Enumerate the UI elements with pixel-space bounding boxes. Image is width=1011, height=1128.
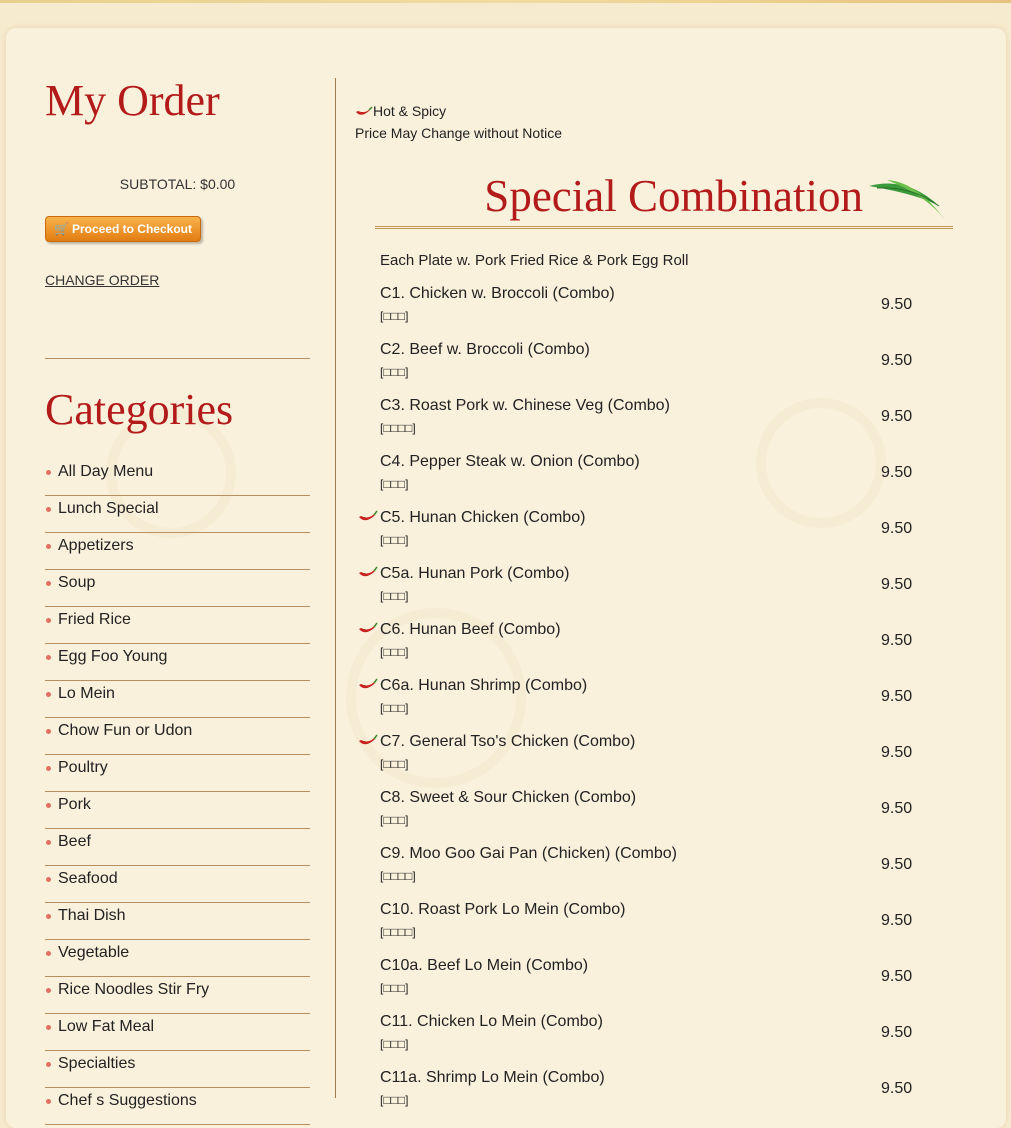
menu-item[interactable] [355,784,955,840]
menu-item-chinese-name: [□□□] [380,1093,409,1107]
bamboo-leaf-icon [867,176,949,222]
category-item[interactable]: Low Fat Meal [45,1014,310,1051]
menu-item-chinese-name: [□□□□] [380,925,416,939]
legend [355,100,955,144]
chili-pepper-icon [358,622,378,636]
menu-item-chinese-name: [□□□] [380,757,409,771]
menu-item[interactable] [355,336,955,392]
menu-item-name[interactable]: C2. Beef w. Broccoli (Combo) [380,341,590,358]
menu-item-price: 9.50 [881,520,913,537]
menu-main [355,100,955,1107]
cart-icon: 🛒 [54,222,69,236]
menu-item-price: 9.50 [881,744,913,761]
menu-item-name[interactable]: C6a. Hunan Shrimp (Combo) [380,677,588,694]
menu-item-chinese-name: [□□□] [380,981,409,995]
menu-item-price: 9.50 [881,296,913,313]
category-item[interactable]: Seafood [45,866,310,903]
categories-title: Categories [45,385,234,434]
section-header [375,170,953,229]
checkout-label: Proceed to Checkout [71,222,192,236]
menu-item[interactable] [355,840,955,896]
menu-item-price: 9.50 [881,800,913,817]
menu-item-price: 9.50 [881,576,913,593]
menu-item-price: 9.50 [881,856,913,873]
menu-item-name[interactable]: C11a. Shrimp Lo Mein (Combo) [380,1069,605,1086]
menu-item-chinese-name: [□□□] [380,1037,409,1051]
divider [45,358,310,359]
category-list [45,459,310,1125]
menu-item-name[interactable]: C5a. Hunan Pork (Combo) [380,565,570,582]
menu-item-chinese-name: [□□□□] [380,421,416,435]
menu-item-chinese-name: [□□□] [380,533,409,547]
chili-pepper-icon [358,678,378,692]
menu-item[interactable] [355,672,955,728]
chili-pepper-icon [355,106,373,118]
menu-item-name[interactable]: C9. Moo Goo Gai Pan (Chicken) (Combo) [380,845,677,862]
menu-item-list [355,280,955,1120]
menu-item[interactable] [355,952,955,1008]
menu-item-chinese-name: [□□□] [380,813,409,827]
menu-item[interactable] [355,896,955,952]
category-item[interactable]: Appetizers [45,533,310,570]
menu-item-name[interactable]: C10a. Beef Lo Mein (Combo) [380,957,589,974]
menu-item[interactable] [355,728,955,784]
order-sidebar [45,78,310,1125]
chili-pepper-icon [358,510,378,524]
menu-item-price: 9.50 [881,632,913,649]
menu-item[interactable] [355,448,955,504]
menu-item[interactable] [355,616,955,672]
menu-item-name[interactable]: C8. Sweet & Sour Chicken (Combo) [380,789,637,806]
menu-item-price: 9.50 [881,1080,913,1097]
section-title: Special Combination [484,171,863,221]
category-item[interactable]: Fried Rice [45,607,310,644]
section-note: Each Plate w. Pork Fried Rice & Pork Egg Roll [380,252,689,269]
menu-item[interactable] [355,1064,955,1120]
category-item[interactable]: Specialties [45,1051,310,1088]
menu-item[interactable] [355,1008,955,1064]
menu-item-chinese-name: [□□□□] [380,869,416,883]
subtotal: SUBTOTAL: $0.00 [119,176,236,192]
menu-item-chinese-name: [□□□] [380,365,409,379]
menu-item-name[interactable]: C11. Chicken Lo Mein (Combo) [380,1013,603,1030]
category-item[interactable]: Egg Foo Young [45,644,310,681]
menu-item-name[interactable]: C7. General Tso's Chicken (Combo) [380,733,636,750]
menu-item[interactable] [355,280,955,336]
menu-item-chinese-name: [□□□] [380,309,409,323]
legend-spicy: Hot & Spicy [355,100,955,122]
menu-item-chinese-name: [□□□] [380,645,409,659]
category-item[interactable]: Soup [45,570,310,607]
menu-item-price: 9.50 [881,408,913,425]
proceed-to-checkout-button[interactable] [45,216,201,242]
menu-item[interactable] [355,504,955,560]
change-order-link[interactable]: CHANGE ORDER [45,272,160,288]
category-item[interactable]: Pork [45,792,310,829]
legend-notice: Price May Change without Notice [355,125,562,141]
chili-pepper-icon [358,566,378,580]
menu-item-price: 9.50 [881,688,913,705]
category-item[interactable]: Chef s Suggestions [45,1088,310,1125]
menu-item-price: 9.50 [881,352,913,369]
menu-item-price: 9.50 [881,968,913,985]
menu-item-name[interactable]: C1. Chicken w. Broccoli (Combo) [380,285,615,302]
menu-item-price: 9.50 [881,912,913,929]
top-border [0,0,1011,3]
menu-item-name[interactable]: C10. Roast Pork Lo Mein (Combo) [380,901,626,918]
category-item[interactable]: Lo Mein [45,681,310,718]
chili-pepper-icon [358,734,378,748]
category-item[interactable]: Lunch Special [45,496,310,533]
menu-item-name[interactable]: C4. Pepper Steak w. Onion (Combo) [380,453,640,470]
menu-item-name[interactable]: C3. Roast Pork w. Chinese Veg (Combo) [380,397,670,414]
category-item[interactable]: Rice Noodles Stir Fry [45,977,310,1014]
menu-item[interactable] [355,392,955,448]
category-item[interactable]: Chow Fun or Udon [45,718,310,755]
menu-item[interactable] [355,560,955,616]
order-title: My Order [45,76,220,125]
menu-item-price: 9.50 [881,464,913,481]
menu-item-name[interactable]: C6. Hunan Beef (Combo) [380,621,561,638]
menu-item-name[interactable]: C5. Hunan Chicken (Combo) [380,509,586,526]
category-item[interactable]: Beef [45,829,310,866]
category-item[interactable]: Vegetable [45,940,310,977]
menu-item-chinese-name: [□□□] [380,477,409,491]
menu-item-chinese-name: [□□□] [380,701,409,715]
category-item[interactable]: Thai Dish [45,903,310,940]
menu-item-price: 9.50 [881,1024,913,1041]
column-divider [335,78,336,1098]
category-item[interactable]: Poultry [45,755,310,792]
menu-item-chinese-name: [□□□] [380,589,409,603]
category-item[interactable]: All Day Menu [45,459,310,496]
